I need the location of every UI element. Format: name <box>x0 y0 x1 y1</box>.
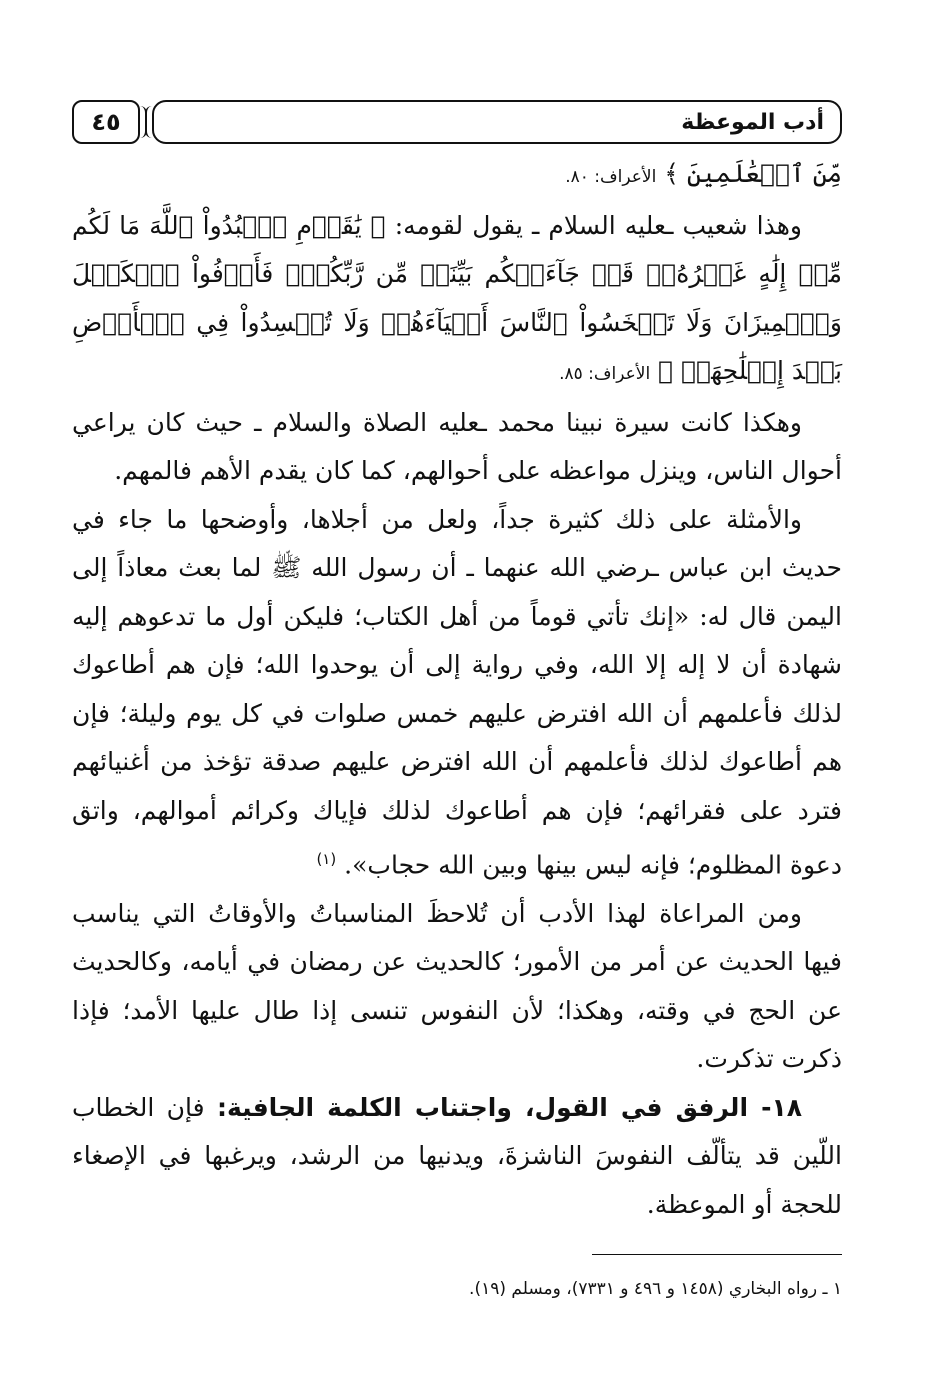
footnote-marker: (١) <box>316 850 337 868</box>
paragraph-occasions: ومن المراعاة لهذا الأدب أن تُلاحظَ المناسباتُ والأوقاتُ التي يناسب فيها الحديث عن أمر من الأمور؛ كالحديث عن رمضان في أيامه، وكالحديث عن الحج في وقته، وهكذا؛ لأن النفوس تنسى إذا طال عليها الأمد؛ فإذا ذكرت تذكرت. <box>72 898 842 1074</box>
section-heading: ١٨- الرفق في القول، واجتناب الكلمة الجافية: <box>216 1092 803 1122</box>
verse-reference: الأعراف: ٨٥. <box>559 364 651 384</box>
quran-verse: ﴿ يَٰقَوۡمِ ٱعۡبُدُواْ ٱللَّهَ مَا لَكُم مِّنۡ إِلَٰهٍ غَيۡرُهُۥۖ قَدۡ جَآءَتۡكُم بَيِّنَةٞ مِّن رَّبِّكُمۡۖ فَأَوۡفُواْ ٱلۡكَيۡلَ وَٱلۡمِيزَانَ وَلَا تَبۡخَسُواْ ٱلنَّاسَ أَشۡيَآءَهُمۡ وَلَا تُفۡسِدُواْ فِي ٱلۡأَرۡضِ بَعۡدَ إِصۡلَٰحِهَاۚ ﴾ <box>72 210 842 385</box>
paragraph-text: وهذا شعيب ـعليه السلام ـ يقول لقومه: <box>385 210 803 240</box>
running-title <box>152 100 842 144</box>
paragraph-text: والأمثلة على ذلك كثيرة جداً، ولعل من أجلاها، وأوضحها ما جاء في حديث ابن عباس ـرضي الله عنهما ـ أن رسول الله ﷺ لما بعث معاذاً إلى اليمن قال له: «إنك تأتي قوماً من أهل الكتاب؛ فليكن أول ما تدعوهم إليه شهادة أن لا إله إلا الله، وفي رواية إلى أن يوحدوا الله؛ فإن هم أطاعوك لذلك فأعلمهم أن الله افترض عليهم خمس صلوات في كل يوم وليلة؛ فإن هم أطاعوك لذلك فأعلمهم أن الله افترض عليهم صدقة تؤخذ من أغنيائهم فترد على فقرائهم؛ فإن هم أطاعوك لذلك فإياك وكرائم أموالهم، واتق دعوة المظلوم؛ فإنه ليس بينها وبين الله حجاب». <box>72 504 842 880</box>
paragraph-hadith <box>72 496 842 890</box>
paragraph-shuaib <box>72 202 842 399</box>
page-header <box>72 100 842 148</box>
page-number: ٤٥ <box>72 100 140 144</box>
verse-reference: الأعراف: ٨٠. <box>565 167 657 187</box>
paragraph-gentleness <box>72 1084 842 1230</box>
main-text <box>72 150 842 1229</box>
running-title-text: أدب الموعظة <box>681 109 824 135</box>
paragraph-sira: وهكذا كانت سيرة نبينا محمد ـعليه الصلاة والسلام ـ حيث كان يراعي أحوال الناس، وينزل مواعظه على أحوالهم، كما كان يقدم الأهم فالمهم. <box>72 407 842 485</box>
paragraph-verse-continuation <box>72 150 842 202</box>
paragraph-text: فإن الخطاب اللّين قد يتألّف النفوسَ الناشزةَ، ويدنيها من الرشد، ويرغبها في الإصغاء للحجة أو الموعظة. <box>72 1092 842 1219</box>
quran-verse: مِّنَ ٱلۡعَٰلَمِينَ ﴾ <box>664 159 842 188</box>
footnote: ١ ـ رواه البخاري (١٤٥٨ و ٤٩٦ و ٧٣٣١)، ومسلم (١٩). <box>469 1279 842 1299</box>
footnote-divider <box>592 1254 842 1255</box>
